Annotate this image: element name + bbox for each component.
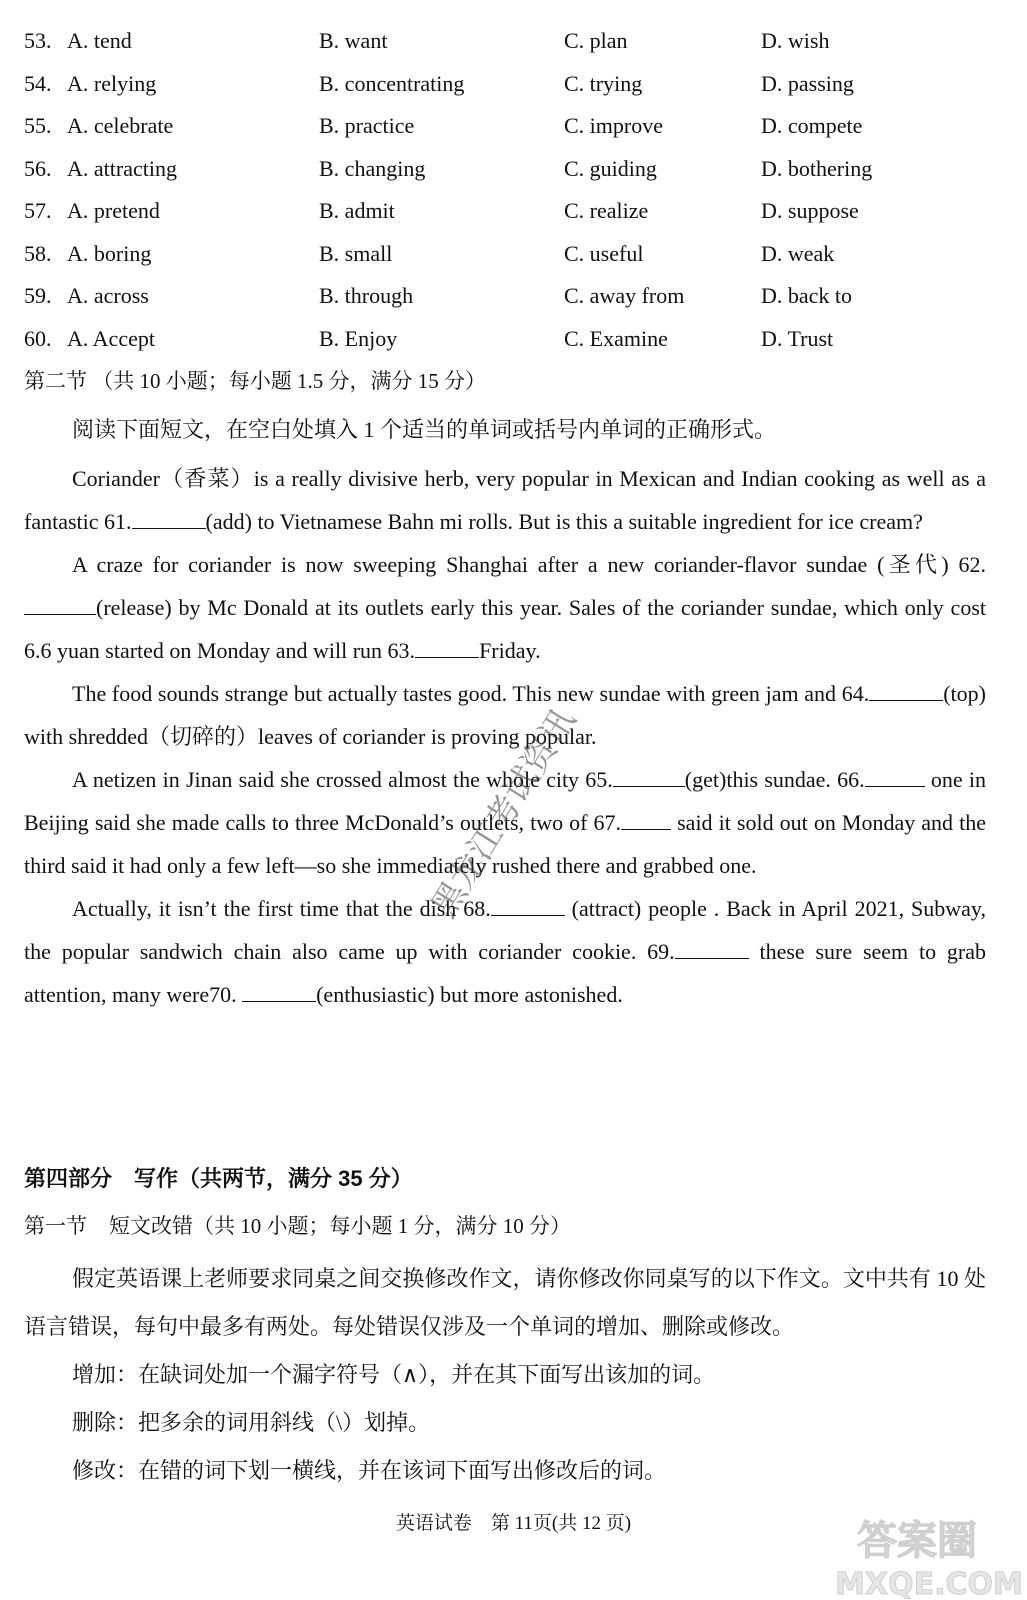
option-b: B. through: [319, 283, 414, 308]
question-number: 57.: [24, 198, 52, 223]
text-run: Friday.: [479, 638, 541, 663]
section-2-instruction: 阅读下面短文，在空白处填入 1 个适当的单词或括号内单词的正确形式。: [72, 417, 777, 442]
option-row-55: [24, 109, 1004, 152]
option-row-54: [24, 67, 1004, 110]
option-row-60: [24, 322, 1004, 365]
blank-67: [621, 829, 671, 830]
option-row-56: [24, 152, 1004, 195]
option-a: A. Accept: [67, 325, 155, 351]
section-title: 短文改错（共 10 小题；每小题 1 分，满分 10 分）: [109, 1214, 571, 1238]
page-footer: 英语试卷 第 11页(共 12 页): [395, 1513, 632, 1534]
section-label: 第一节: [24, 1214, 87, 1238]
question-number: 56.: [24, 155, 52, 181]
options-list: [24, 24, 1004, 364]
text-run: Coriander（香菜）is a really divisive herb, very popular in Mexican and Indian cooking as well as a fantastic 61.: [24, 466, 986, 534]
option-c: C. guiding: [564, 155, 657, 181]
option-c: C. away from: [564, 283, 685, 308]
logo-domain: MXQE.COM: [835, 1567, 1023, 1600]
rule-add: 增加：在缺词处加一个漏字符号（∧），并在其下面写出该加的词。: [72, 1362, 716, 1387]
text-run: A netizen in Jinan said she crossed almost the whole city 65.: [72, 767, 613, 792]
option-c: C. trying: [564, 70, 643, 96]
text-run: (top) with shredded（切碎的）leaves of coriander is proving popular.: [24, 681, 986, 749]
paragraph-1: [24, 457, 986, 543]
question-number: 58.: [24, 240, 52, 266]
option-c: C. plan: [564, 28, 628, 53]
option-d: D. suppose: [761, 198, 859, 223]
option-d: D. wish: [761, 28, 830, 53]
text-run: (attract) people . Back in April 2021, Subway, the popular sandwich chain also came up with coriander cookie. 69.: [24, 896, 986, 964]
option-row-59: [24, 279, 1004, 322]
site-logo: [817, 1510, 1027, 1600]
question-number: 54.: [24, 70, 52, 96]
question-number: 55.: [24, 113, 52, 138]
blank-63: [415, 657, 479, 658]
part-4-heading: [24, 1163, 413, 1195]
option-a: A. celebrate: [67, 113, 174, 138]
blank-64: [869, 700, 943, 701]
part-title: 写作（共两节，满分 35 分）: [134, 1166, 413, 1191]
text-run: A craze for coriander is now sweeping Shanghai after a new coriander-flavor sundae (圣代) 62.: [72, 552, 986, 577]
option-a: A. attracting: [67, 155, 177, 181]
option-d: D. Trust: [761, 325, 834, 351]
paragraph-3: [24, 672, 986, 758]
blank-69: [675, 958, 749, 959]
option-b: B. want: [319, 28, 388, 53]
section-1-heading: [24, 1210, 571, 1242]
blank-66: [865, 786, 925, 787]
paragraph-2: [24, 543, 986, 672]
option-a: A. across: [67, 283, 149, 308]
option-b: B. small: [319, 240, 393, 266]
text-run: (add) to Vietnamese Bahn mi rolls. But is this a suitable ingredient for ice cream?: [205, 509, 923, 534]
logo-text: 答案圈: [857, 1518, 977, 1564]
option-row-53: [24, 24, 1004, 67]
question-number: 53.: [24, 28, 52, 53]
option-a: A. tend: [67, 28, 132, 53]
blank-68: [491, 915, 565, 916]
text-run: said it sold out on Monday and the third said it had only a few left—so she immediately rushed there and grabbed one.: [24, 810, 986, 878]
text-run: (release) by Mc Donald at its outlets early this year. Sales of the coriander sundae, which only cost 6.6 yuan started on Monday and will run 63.: [24, 595, 986, 663]
option-row-58: [24, 237, 1004, 280]
option-b: B. concentrating: [319, 70, 465, 96]
text-run: (get)this sundae. 66.: [684, 767, 865, 792]
rule-modify: 修改：在错的词下划一横线，并在该词下面写出修改后的词。: [72, 1458, 667, 1483]
option-a: A. relying: [67, 70, 157, 96]
option-c: C. improve: [564, 113, 663, 138]
question-number: 60.: [24, 325, 52, 351]
section-2-title: 第二节 （共 10 小题；每小题 1.5 分，满分 15 分）: [24, 369, 486, 393]
option-d: D. bothering: [761, 155, 873, 181]
watermark-text: 黑龙江考试资讯: [423, 701, 584, 925]
paragraph-5: [24, 887, 986, 1016]
option-b: B. Enjoy: [319, 325, 398, 351]
blank-65: [613, 786, 685, 787]
option-a: A. pretend: [67, 198, 160, 223]
text-run: one in Beijing said she made calls to three McDonald’s outlets, two of 67.: [24, 767, 987, 835]
text-run: these sure seem to grab attention, many were70.: [24, 939, 986, 1007]
blank-62: [24, 614, 96, 615]
question-number: 59.: [24, 283, 52, 308]
option-c: C. Examine: [564, 325, 668, 351]
option-b: B. admit: [319, 198, 395, 223]
option-d: D. weak: [761, 240, 835, 266]
text-run: Actually, it isn’t the first time that the dish 68.: [72, 896, 491, 921]
option-b: B. practice: [319, 113, 415, 138]
option-row-57: [24, 194, 1004, 237]
option-c: C. realize: [564, 198, 649, 223]
paragraph-4: [24, 758, 986, 887]
rule-delete: 删除：把多余的词用斜线（\）划掉。: [72, 1410, 431, 1435]
option-b: B. changing: [319, 155, 426, 181]
part-label: 第四部分: [24, 1166, 113, 1191]
task-description: [24, 1255, 986, 1495]
option-a: A. boring: [67, 240, 152, 266]
option-d: D. compete: [761, 113, 863, 138]
option-c: C. useful: [564, 240, 644, 266]
blank-70: [242, 1001, 316, 1002]
option-d: D. back to: [761, 283, 853, 308]
blank-61: [132, 528, 206, 529]
option-d: D. passing: [761, 70, 854, 96]
text-run: (enthusiastic) but more astonished.: [316, 982, 623, 1007]
passage: [24, 457, 986, 1016]
text-run: The food sounds strange but actually tastes good. This new sundae with green jam and 64.: [72, 681, 870, 706]
task-intro: 假定英语课上老师要求同桌之间交换修改作文，请你修改你同桌写的以下作文。文中共有 10 处语言错误，每句中最多有两处。每处错误仅涉及一个单词的增加、删除或修改。: [24, 1266, 986, 1339]
